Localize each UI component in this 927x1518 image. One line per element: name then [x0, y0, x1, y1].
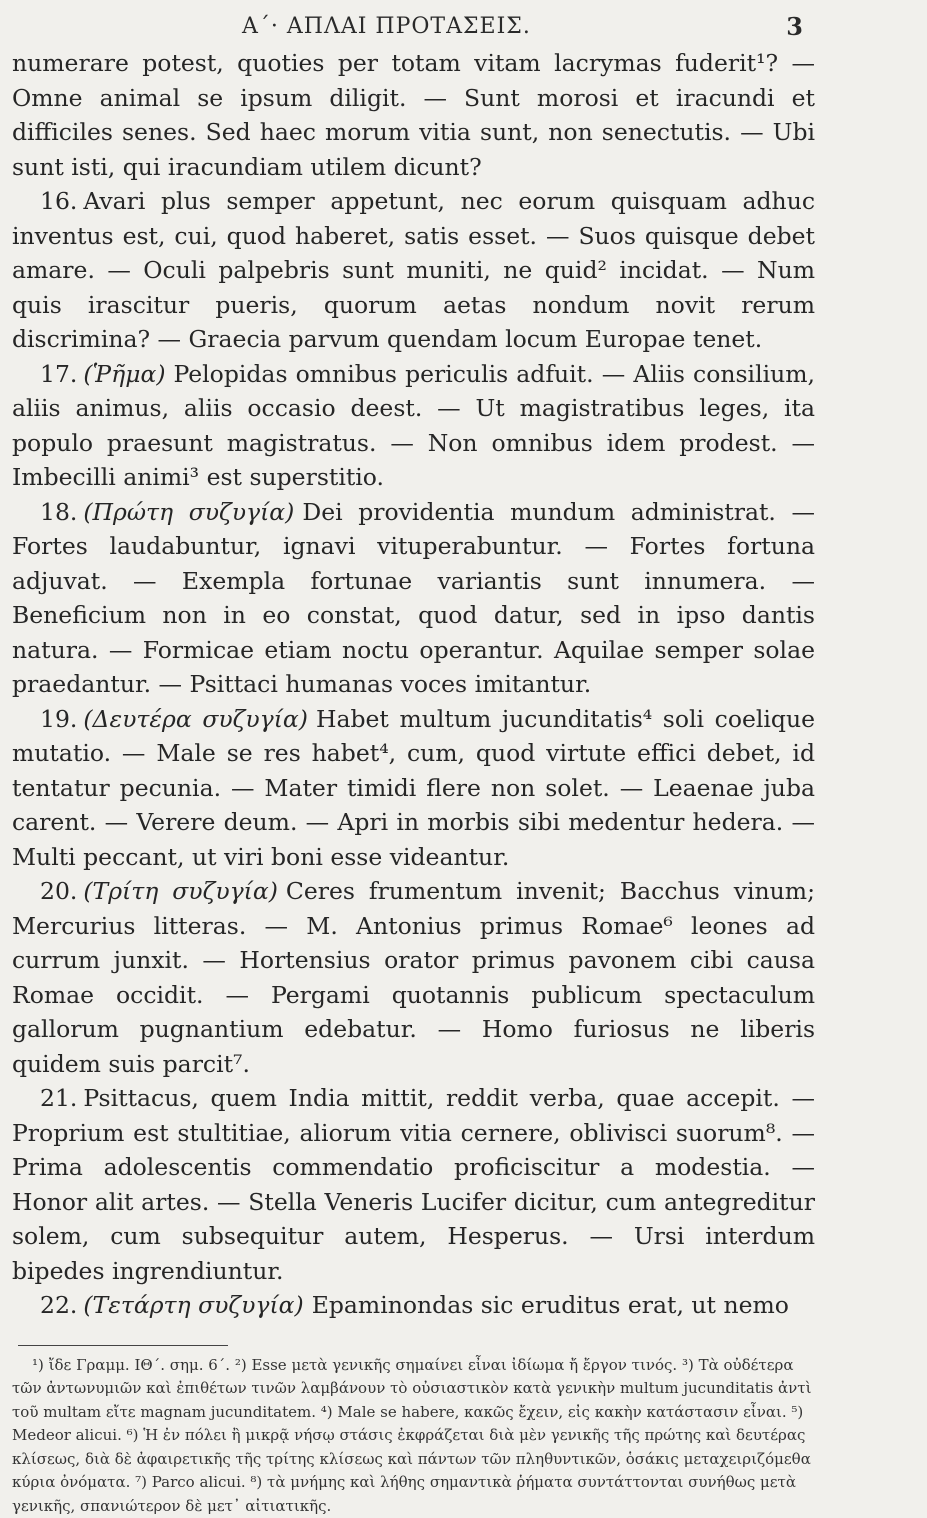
paragraph-text: numerare potest, quoties per totam vitam lacrymas fuderit¹? — Omne animal se ipsum diligit. — Sunt morosi et iracundi et difficiles senes. Sed haec morum vitia sunt, non senectutis. — Ubi sunt isti, qui iracundiam utilem dicunt?	[12, 49, 815, 181]
paragraph-text: Ceres frumentum invenit; Bacchus vinum; Mercurius litteras. — M. Antonius primus Romae⁶ leones ad currum junxit. — Hortensius orator primus pavonem cibi causa Romae occidit. — Pergami quotannis publicum spectaculum gallorum pugnantium edebatur. — Homo furiosus ne liberis quidem suis parcit⁷.	[12, 877, 815, 1078]
exercise-22	[12, 1288, 815, 1323]
footnote-text: ¹) ἴδε Γραμμ. ΙΘ΄. σημ. 6΄. ²) Esse μετὰ γενικῆς σημαίνει εἶναι ἰδίωμα ἤ ἔργον τινός. ³) Τὰ οὐδέτερα τῶν ἀντωνυμιῶν καὶ ἐπιθέτων τινῶν λαμβάνουν τὸ οὐσιαστικὸν κατὰ γενικὴν multum jucunditatis ἀντὶ τοῦ multam εἴτε magnam jucunditatem. ⁴) Male se habere, κακῶς ἔχειν, εἰς κακὴν κατάστασιν εἶναι. ⁵) Medeor alicui. ⁶) Ἡ ἐν πόλει ἢ μικρᾷ νήσῳ στάσις ἐκφράζεται διὰ μὲν γενικῆς τῆς πρώτης καὶ δευτέρας κλίσεως, διὰ δὲ ἀφαιρετικῆς τῆς τρίτης κλίσεως καὶ πάντων τῶν πληθυντικῶν, ὁσάκις μεταχειριζόμεθα κύρια ὀνόματα. ⁷) Parco alicui. ⁸) τὰ μνήμης καὶ λήθης σημαντικὰ ῥήματα συντάττονται συνήθως μετὰ γενικῆς, σπανιώτερον δὲ μετ᾽ αἰτιατικῆς.	[12, 1354, 815, 1518]
exercise-19	[12, 702, 815, 875]
exercise-number: 16.	[40, 187, 77, 215]
exercise-number: 20.	[40, 877, 77, 905]
paragraph-text: Dei providentia mundum administrat. — Fortes laudabuntur, ignavi vituperabuntur. — Fortes fortuna adjuvat. — Exempla fortunae variantis sunt innumera. — Beneficium non in eo constat, quod datur, sed in ipso dantis natura. — Formicae etiam noctu operantur. Aquilae semper solae praedantur. — Psittaci humanas voces imitantur.	[12, 498, 815, 699]
exercise-number: 22.	[40, 1291, 77, 1319]
section-label: (Ῥῆμα)	[83, 360, 165, 388]
main-text	[12, 46, 815, 1323]
exercise-number: 17.	[40, 360, 77, 388]
section-label: (Πρώτη συζυγία)	[83, 498, 294, 526]
section-label: (Τρίτη συζυγία)	[83, 877, 278, 905]
footnotes	[12, 1354, 815, 1518]
section-label: (Δευτέρα συζυγία)	[83, 705, 308, 733]
section-label: (Τετάρτη συζυγία)	[83, 1291, 303, 1319]
paragraph-text: Pelopidas omnibus periculis adfuit. — Aliis consilium, aliis animus, aliis occasio deest. — Ut magistratibus leges, ita populo praesunt magistratus. — Non omnibus idem prodest. — Imbecilli animi³ est superstitio.	[12, 360, 815, 492]
paragraph-text: Psittacus, quem India mittit, reddit verba, quae accepit. — Proprium est stultitiae, aliorum vitia cernere, oblivisci suorum⁸. — Prima adolescentis commendatio proficiscitur a modestia. — Honor alit artes. — Stella Veneris Lucifer dicitur, cum antegreditur solem, cum subsequitur autem, Hesperus. — Ursi interdum bipedes ingrendiuntur.	[12, 1084, 815, 1285]
exercise-17	[12, 357, 815, 495]
page-header	[12, 8, 815, 46]
paragraph-text: Habet multum jucunditatis⁴ soli coelique mutatio. — Male se res habet⁴, cum, quod virtute effici debet, id tentatur pecunia. — Mater timidi flere non solet. — Leaenae juba carent. — Verere deum. — Apri in morbis sibi medentur hedera. — Multi peccant, ut viri boni esse videantur.	[12, 705, 815, 871]
page-number: 3	[786, 12, 803, 41]
paragraph-text: Avari plus semper appetunt, nec eorum quisquam adhuc inventus est, cui, quod haberet, satis esset. — Suos quisque debet amare. — Oculi palpebris sunt muniti, ne quid² incidat. — Num quis irascitur pueris, quorum aetas nondum novit rerum discrimina? — Graecia parvum quendam locum Europae tenet.	[12, 187, 815, 353]
running-title: Α΄· ΑΠΛΑΙ ΠΡΟΤΑΣΕΙΣ.	[242, 14, 531, 39]
exercise-number: 18.	[40, 498, 77, 526]
footnote-divider	[18, 1345, 228, 1346]
exercise-16	[12, 184, 815, 357]
exercise-20	[12, 874, 815, 1081]
paragraph-text: Epaminondas sic eruditus erat, ut nemo	[312, 1291, 789, 1319]
exercise-number: 21.	[40, 1084, 77, 1112]
paragraph-continuation	[12, 46, 815, 184]
exercise-21	[12, 1081, 815, 1288]
exercise-18	[12, 495, 815, 702]
exercise-number: 19.	[40, 705, 77, 733]
